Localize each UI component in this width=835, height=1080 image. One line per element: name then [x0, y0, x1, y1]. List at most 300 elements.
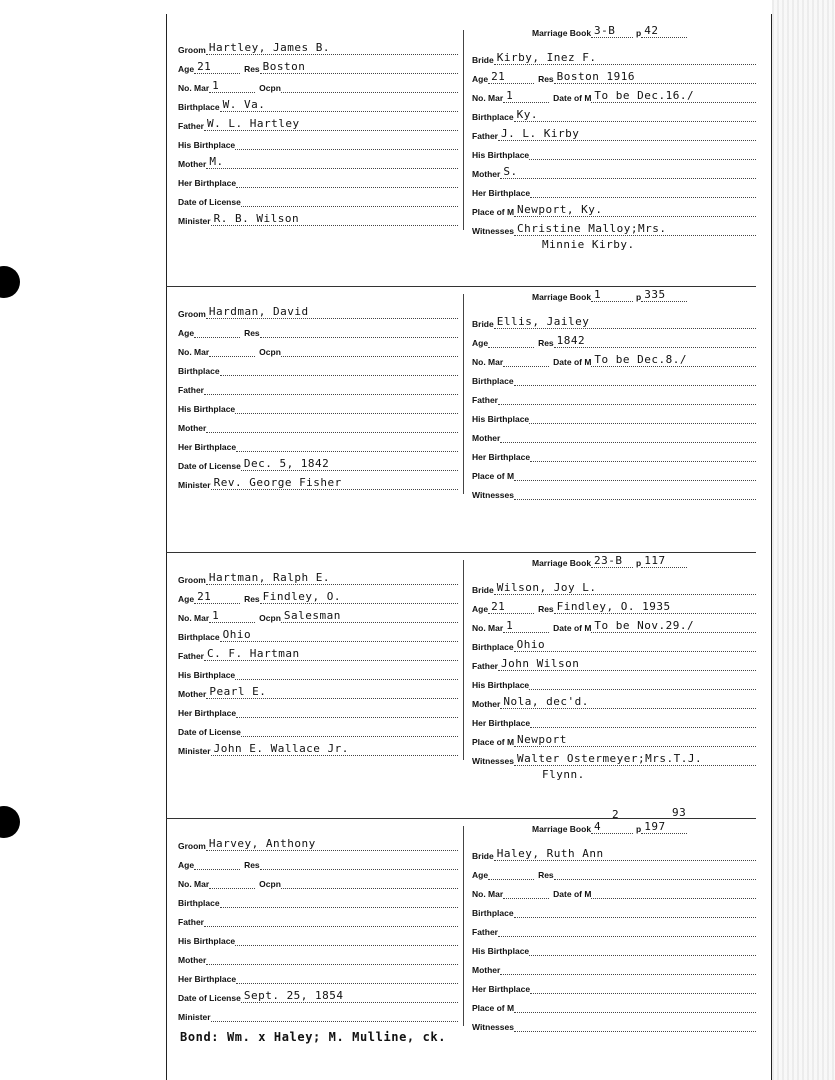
field-row-bride-no-mar: [472, 880, 756, 899]
field-label: Groom: [178, 45, 206, 55]
field-value: [514, 905, 756, 918]
field-row-birthplace: [178, 889, 458, 908]
field-label: Res: [538, 338, 554, 348]
field-row-date-of-license: [178, 984, 458, 1003]
field-label: No. Mar: [472, 623, 504, 633]
field-row-bride-his-birthplace: [472, 671, 756, 690]
scan-edge: [772, 0, 835, 1080]
field-row-birthplace: [178, 623, 458, 642]
field-row-bride-father: [472, 386, 756, 405]
field-value: Ellis, Jailey: [494, 316, 756, 329]
field-row-minister: [178, 471, 458, 490]
field-row-age: [178, 55, 458, 74]
field-label: Her Birthplace: [178, 178, 237, 188]
field-label: Witnesses: [472, 1022, 514, 1032]
field-value: [236, 705, 458, 718]
field-value: [554, 867, 756, 880]
field-value: [235, 933, 458, 946]
field-row-bride-his-birthplace: [472, 141, 756, 160]
field-value: 1842: [554, 335, 756, 348]
field-label: Bride: [472, 585, 494, 595]
field-row-groom: [178, 566, 458, 585]
field-value: [529, 677, 756, 690]
field-value: 21: [194, 61, 240, 74]
field-value: Sept. 25, 1854: [241, 990, 458, 1003]
field-label: No. Mar: [178, 83, 210, 93]
field-label: Place of M: [472, 737, 515, 747]
marriage-record: [166, 22, 756, 267]
field-row-bride-father: [472, 652, 756, 671]
field-value: [281, 876, 458, 889]
marriage-book-line: [532, 818, 756, 834]
field-row-bride-mother: [472, 424, 756, 443]
field-row-bride-age: [472, 861, 756, 880]
field-value: [236, 439, 458, 452]
field-row-bride-her-birthplace: [472, 709, 756, 728]
field-value: Newport, Ky.: [514, 204, 756, 217]
field-row-bride-her-birthplace: [472, 179, 756, 198]
field-row-mother: [178, 680, 458, 699]
field-label: Res: [538, 870, 554, 880]
field-label: Her Birthplace: [178, 442, 237, 452]
field-value: Nola, dec'd.: [500, 696, 756, 709]
field-value: [500, 430, 756, 443]
field-value: C. F. Hartman: [204, 648, 458, 661]
field-label: Place of M: [472, 1003, 515, 1013]
field-value: [503, 354, 549, 367]
field-value: [194, 325, 240, 338]
field-value: [514, 468, 756, 481]
field-value: [206, 952, 458, 965]
field-value: [500, 962, 756, 975]
marriage-record: [166, 806, 756, 1063]
field-value: [260, 857, 458, 870]
field-label: Her Birthplace: [472, 452, 531, 462]
field-value: [241, 194, 458, 207]
field-row-date-of-license: [178, 452, 458, 471]
field-row-bride-bride: [472, 842, 756, 861]
field-row-his-birthplace: [178, 395, 458, 414]
field-label: Mother: [178, 423, 207, 433]
field-row-father: [178, 908, 458, 927]
field-value: [591, 886, 756, 899]
field-value: Ky.: [514, 109, 756, 122]
field-label: No. Mar: [472, 93, 504, 103]
field-label: Minister: [178, 216, 211, 226]
field-value: [488, 335, 534, 348]
field-label: Birthplace: [178, 898, 220, 908]
field-value: [281, 80, 458, 93]
field-value: [220, 363, 458, 376]
punch-hole: [0, 266, 20, 298]
field-value: Findley, O. 1935: [554, 601, 756, 614]
field-value: Kirby, Inez F.: [494, 52, 756, 65]
field-row-his-birthplace: [178, 131, 458, 150]
field-row-age: [178, 851, 458, 870]
field-row-bride-bride: [472, 576, 756, 595]
field-row-birthplace: [178, 93, 458, 112]
field-label: Ocpn: [259, 613, 281, 623]
field-label: Her Birthplace: [472, 984, 531, 994]
marriage-book-number: 1: [591, 289, 633, 302]
column-divider: [463, 294, 464, 494]
field-label: p: [636, 292, 642, 302]
field-row-bride-mother: [472, 956, 756, 975]
field-label: Birthplace: [472, 908, 514, 918]
field-row-bride-her-birthplace: [472, 443, 756, 462]
field-label: No. Mar: [178, 347, 210, 357]
field-label: Marriage Book: [532, 824, 592, 834]
field-label: Place of M: [472, 207, 515, 217]
field-label: Age: [178, 594, 195, 604]
field-value: Ohio: [514, 639, 756, 652]
field-row-no-mar: [178, 870, 458, 889]
column-divider: [463, 560, 464, 760]
field-label: No. Mar: [178, 879, 210, 889]
field-label: Groom: [178, 841, 206, 851]
field-label: His Birthplace: [178, 404, 236, 414]
field-value: Findley, O.: [260, 591, 458, 604]
field-row-bride-birthplace: [472, 899, 756, 918]
marriage-book-page: 335: [641, 289, 687, 302]
field-row-bride-birthplace: [472, 103, 756, 122]
marriage-book-line: [532, 552, 756, 568]
field-value: Dec. 5, 1842: [241, 458, 458, 471]
field-value: [514, 373, 756, 386]
field-row-groom: [178, 300, 458, 319]
field-label: Ocpn: [259, 347, 281, 357]
field-label: Witnesses: [472, 490, 514, 500]
field-value: [236, 971, 458, 984]
field-row-father: [178, 112, 458, 131]
field-label: Res: [244, 860, 260, 870]
field-value: Hartman, Ralph E.: [206, 572, 458, 585]
field-value: S.: [500, 166, 756, 179]
field-label: Date of License: [178, 993, 241, 1003]
field-value: 21: [194, 591, 240, 604]
field-label: His Birthplace: [472, 150, 530, 160]
field-row-bride-her-birthplace: [472, 975, 756, 994]
field-value: [529, 943, 756, 956]
field-row-bride-his-birthplace: [472, 405, 756, 424]
field-value: [194, 857, 240, 870]
field-row-her-birthplace: [178, 965, 458, 984]
bond-note: Bond: Wm. x Haley; M. Mulline, ck.: [180, 1030, 447, 1044]
field-row-bride-age: [472, 65, 756, 84]
field-label: Date of M: [553, 623, 592, 633]
field-row-his-birthplace: [178, 927, 458, 946]
field-label: Father: [472, 131, 498, 141]
field-row-bride-mother: [472, 690, 756, 709]
field-value: Salesman: [281, 610, 458, 623]
field-row-mother: [178, 946, 458, 965]
field-value: To be Dec.16./: [591, 90, 756, 103]
field-row-her-birthplace: [178, 169, 458, 188]
field-row-bride-father: [472, 918, 756, 937]
field-row-father: [178, 376, 458, 395]
field-label: Res: [538, 74, 554, 84]
field-label: Mother: [472, 965, 501, 975]
field-label: Birthplace: [178, 102, 220, 112]
field-row-her-birthplace: [178, 699, 458, 718]
field-value: Christine Malloy;Mrs.: [514, 223, 756, 236]
field-value: Wilson, Joy L.: [494, 582, 756, 595]
field-value: [204, 382, 458, 395]
field-label: Father: [178, 917, 204, 927]
field-value: John Wilson: [498, 658, 756, 671]
field-value: [498, 924, 756, 937]
field-value: M.: [206, 156, 458, 169]
field-row-minister: [178, 737, 458, 756]
field-label: Age: [472, 74, 489, 84]
field-value: [498, 392, 756, 405]
field-value: [204, 914, 458, 927]
field-value: [206, 420, 458, 433]
page-correction: 93: [672, 806, 687, 819]
field-value: 1: [503, 620, 549, 633]
field-value: [235, 137, 458, 150]
field-label: p: [636, 824, 642, 834]
field-row-his-birthplace: [178, 661, 458, 680]
field-label: Date of License: [178, 461, 241, 471]
field-label: Minister: [178, 1012, 211, 1022]
field-label: Birthplace: [472, 112, 514, 122]
field-value: Rev. George Fisher: [211, 477, 458, 490]
field-value: Boston 1916: [554, 71, 756, 84]
field-row-groom: [178, 832, 458, 851]
field-value: Ohio: [220, 629, 458, 642]
field-value: [529, 411, 756, 424]
field-value: [211, 1009, 458, 1022]
field-label: Groom: [178, 575, 206, 585]
field-label: Bride: [472, 319, 494, 329]
field-row-age: [178, 585, 458, 604]
field-label: Age: [178, 860, 195, 870]
field-row-bride-witnesses: [472, 747, 756, 766]
column-divider: [463, 30, 464, 230]
field-value: R. B. Wilson: [211, 213, 458, 226]
field-label: Age: [178, 328, 195, 338]
field-value: Harvey, Anthony: [206, 838, 458, 851]
field-row-date-of-license: [178, 188, 458, 207]
marriage-book-page: 197: [641, 821, 687, 834]
field-row-father: [178, 642, 458, 661]
marriage-book-page: 42: [641, 25, 687, 38]
field-value: To be Nov.29./: [591, 620, 756, 633]
field-label: Marriage Book: [532, 558, 592, 568]
field-value: [530, 449, 756, 462]
field-row-age: [178, 319, 458, 338]
field-row-no-mar: [178, 338, 458, 357]
field-row-bride-place-of-m: [472, 198, 756, 217]
field-label: His Birthplace: [472, 414, 530, 424]
field-value: [220, 895, 458, 908]
field-row-bride-place-of-m: [472, 994, 756, 1013]
field-value: 1: [503, 90, 549, 103]
field-row-bride-place-of-m: [472, 462, 756, 481]
field-value: Hardman, David: [206, 306, 458, 319]
field-label: Birthplace: [178, 366, 220, 376]
field-label: Mother: [472, 433, 501, 443]
field-value: [529, 147, 756, 160]
field-row-groom: [178, 36, 458, 55]
field-label: Age: [472, 604, 489, 614]
field-label: No. Mar: [472, 357, 504, 367]
field-label: Groom: [178, 309, 206, 319]
field-label: p: [636, 28, 642, 38]
field-label: Date of License: [178, 727, 241, 737]
field-row-bride-no-mar: [472, 348, 756, 367]
field-label: Father: [472, 395, 498, 405]
field-value: Newport: [514, 734, 756, 747]
field-label: Age: [178, 64, 195, 74]
field-label: Bride: [472, 851, 494, 861]
field-label: Witnesses: [472, 756, 514, 766]
field-label: Father: [472, 661, 498, 671]
field-value: [514, 1019, 756, 1032]
field-label: His Birthplace: [472, 680, 530, 690]
field-row-bride-his-birthplace: [472, 937, 756, 956]
marriage-book-number: 23-B: [591, 555, 633, 568]
field-label: Marriage Book: [532, 292, 592, 302]
field-row-bride-no-mar: [472, 614, 756, 633]
field-row-mother: [178, 150, 458, 169]
book-correction: 2: [612, 808, 620, 821]
field-label: Date of M: [553, 357, 592, 367]
field-row-bride-witnesses: [472, 481, 756, 500]
field-value: [514, 487, 756, 500]
field-label: His Birthplace: [178, 140, 236, 150]
field-row-bride-bride: [472, 46, 756, 65]
witnesses-continued: Flynn.: [542, 768, 585, 781]
field-row-minister: [178, 1003, 458, 1022]
field-value: Boston: [260, 61, 458, 74]
field-row-bride-witnesses: [472, 217, 756, 236]
marriage-book-page: 117: [641, 555, 687, 568]
field-value: Walter Ostermeyer;Mrs.T.J.: [514, 753, 756, 766]
field-label: Her Birthplace: [178, 708, 237, 718]
field-label: Place of M: [472, 471, 515, 481]
field-label: Res: [244, 328, 260, 338]
field-value: Haley, Ruth Ann: [494, 848, 756, 861]
field-label: Birthplace: [472, 376, 514, 386]
field-row-bride-no-mar: [472, 84, 756, 103]
field-row-date-of-license: [178, 718, 458, 737]
field-label: Father: [472, 927, 498, 937]
field-value: [530, 715, 756, 728]
column-divider: [463, 826, 464, 1026]
field-label: Mother: [178, 689, 207, 699]
field-value: [235, 667, 458, 680]
field-label: Mother: [178, 159, 207, 169]
field-value: [236, 175, 458, 188]
field-label: Date of M: [553, 93, 592, 103]
field-label: Birthplace: [472, 642, 514, 652]
punch-hole: [0, 806, 20, 838]
field-label: Mother: [178, 955, 207, 965]
field-value: [530, 981, 756, 994]
field-label: Res: [244, 594, 260, 604]
field-label: Date of M: [553, 889, 592, 899]
marriage-book-line: [532, 286, 756, 302]
witnesses-continued: Minnie Kirby.: [542, 238, 635, 251]
field-value: 21: [488, 71, 534, 84]
field-row-minister: [178, 207, 458, 226]
field-label: Age: [472, 870, 489, 880]
field-value: 1: [209, 80, 255, 93]
marriage-record: [166, 286, 756, 531]
field-value: [503, 886, 549, 899]
field-label: Mother: [472, 169, 501, 179]
field-value: Pearl E.: [206, 686, 458, 699]
field-row-no-mar: [178, 74, 458, 93]
field-row-bride-father: [472, 122, 756, 141]
field-row-bride-bride: [472, 310, 756, 329]
marriage-book-number: 4: [591, 821, 633, 834]
field-row-bride-place-of-m: [472, 728, 756, 747]
field-row-no-mar: [178, 604, 458, 623]
field-row-bride-age: [472, 595, 756, 614]
field-row-birthplace: [178, 357, 458, 376]
field-value: [235, 401, 458, 414]
marriage-book-number: 3-B: [591, 25, 633, 38]
field-value: Hartley, James B.: [206, 42, 458, 55]
field-label: p: [636, 558, 642, 568]
field-label: His Birthplace: [472, 946, 530, 956]
field-label: Marriage Book: [532, 28, 592, 38]
field-label: Minister: [178, 480, 211, 490]
field-value: [241, 724, 458, 737]
field-value: W. Va.: [220, 99, 458, 112]
field-row-mother: [178, 414, 458, 433]
field-label: Her Birthplace: [472, 718, 531, 728]
field-label: Ocpn: [259, 83, 281, 93]
field-label: His Birthplace: [178, 670, 236, 680]
field-value: [260, 325, 458, 338]
field-value: [514, 1000, 756, 1013]
field-value: [488, 867, 534, 880]
field-row-her-birthplace: [178, 433, 458, 452]
field-row-bride-age: [472, 329, 756, 348]
field-label: Birthplace: [178, 632, 220, 642]
field-label: His Birthplace: [178, 936, 236, 946]
field-label: Ocpn: [259, 879, 281, 889]
field-row-bride-witnesses: [472, 1013, 756, 1032]
marriage-book-line: [532, 22, 756, 38]
field-value: [209, 876, 255, 889]
field-value: 1: [209, 610, 255, 623]
marriage-record: [166, 552, 756, 797]
field-label: Father: [178, 121, 204, 131]
field-value: [530, 185, 756, 198]
field-label: Father: [178, 651, 204, 661]
field-label: Res: [538, 604, 554, 614]
field-value: John E. Wallace Jr.: [211, 743, 458, 756]
field-value: [281, 344, 458, 357]
field-value: 21: [488, 601, 534, 614]
field-row-bride-birthplace: [472, 633, 756, 652]
field-value: W. L. Hartley: [204, 118, 458, 131]
field-value: J. L. Kirby: [498, 128, 756, 141]
field-label: Date of License: [178, 197, 241, 207]
field-label: Res: [244, 64, 260, 74]
field-label: Mother: [472, 699, 501, 709]
field-label: Witnesses: [472, 226, 514, 236]
field-value: [209, 344, 255, 357]
field-label: Bride: [472, 55, 494, 65]
field-row-bride-birthplace: [472, 367, 756, 386]
field-label: Her Birthplace: [178, 974, 237, 984]
